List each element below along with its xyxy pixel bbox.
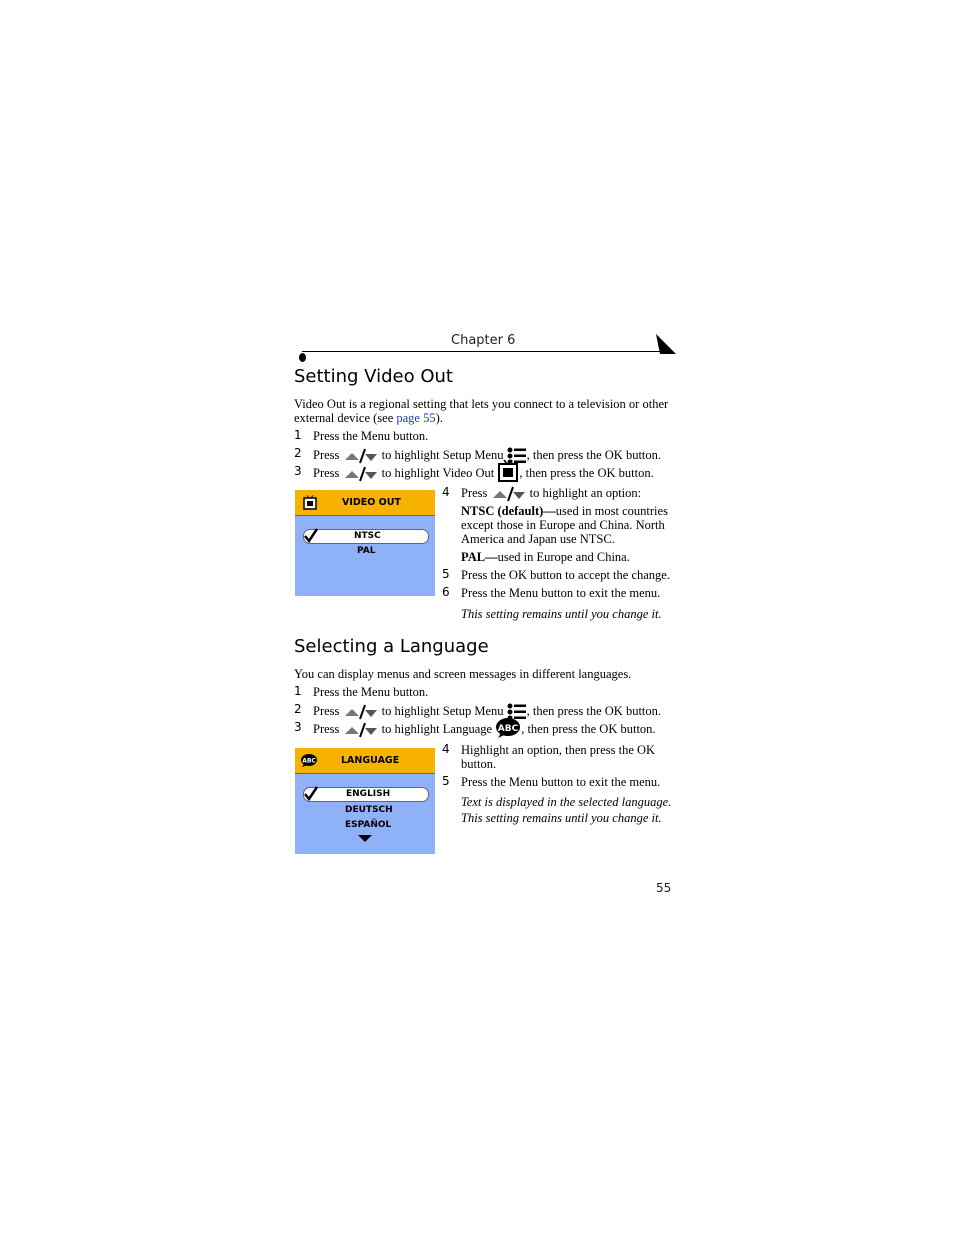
section-title-video-out: Setting Video Out bbox=[294, 366, 453, 387]
step-number: 5 bbox=[442, 567, 450, 581]
video-out-intro-line2: external device (see page 55). bbox=[294, 411, 443, 425]
check-icon bbox=[304, 528, 318, 543]
section-title-language: Selecting a Language bbox=[294, 636, 489, 657]
header-rule-dot bbox=[299, 353, 306, 362]
step-text: Press the Menu button. bbox=[313, 685, 429, 699]
option-pal[interactable]: PAL bbox=[357, 546, 376, 556]
step-number: 2 bbox=[294, 702, 302, 716]
step-number: 4 bbox=[442, 485, 450, 499]
step-number: 5 bbox=[442, 774, 450, 788]
step-text: Press the Menu button to exit the menu. bbox=[461, 586, 661, 600]
language-screen bbox=[295, 748, 435, 854]
up-down-arrows-icon bbox=[343, 722, 379, 738]
up-down-arrows-icon bbox=[491, 486, 527, 502]
step-number: 6 bbox=[442, 585, 450, 599]
step-number: 1 bbox=[294, 684, 302, 698]
video-out-note: This setting remains until you change it. bbox=[461, 607, 662, 621]
step-text: Press the Menu button to exit the menu. bbox=[461, 775, 661, 789]
scroll-down-arrow-icon[interactable] bbox=[358, 835, 372, 843]
step-number: 3 bbox=[294, 720, 302, 734]
step-text: Press the Menu button. bbox=[313, 429, 429, 443]
pal-description: PAL—used in Europe and China. bbox=[461, 550, 630, 564]
video-out-screen bbox=[295, 490, 435, 596]
step-text-continued: button. bbox=[461, 757, 497, 771]
video-out-icon bbox=[497, 459, 519, 483]
up-down-arrows-icon bbox=[343, 448, 379, 464]
language-note-line1: Text is displayed in the selected language. bbox=[461, 795, 672, 809]
step-text: Press to highlight Language ABC , then press the OK button. bbox=[313, 721, 656, 739]
step-text: Press to highlight an option: bbox=[461, 486, 641, 502]
header-rule bbox=[302, 351, 664, 352]
up-down-arrows-icon bbox=[343, 704, 379, 720]
check-icon bbox=[304, 786, 318, 801]
screen-title: VIDEO OUT bbox=[342, 497, 401, 508]
up-down-arrows-icon bbox=[343, 466, 379, 482]
screen-title: LANGUAGE bbox=[341, 755, 400, 766]
page-link[interactable]: page 55 bbox=[396, 411, 436, 425]
svg-text:ABC: ABC bbox=[497, 724, 519, 734]
option-espanol[interactable]: ESPAÑOL bbox=[345, 820, 392, 830]
step-number: 4 bbox=[442, 742, 450, 756]
option-english[interactable]: ENGLISH bbox=[346, 789, 391, 799]
language-intro: You can display menus and screen messages in different languages. bbox=[294, 667, 632, 681]
video-out-intro-line1: Video Out is a regional setting that lets you connect to a television or other bbox=[294, 397, 669, 411]
page-number: 55 bbox=[656, 881, 672, 895]
step-number: 1 bbox=[294, 428, 302, 442]
chapter-label: Chapter 6 bbox=[451, 333, 516, 348]
step-text: Press to highlight Video Out , then press the OK button. bbox=[313, 465, 654, 483]
language-note-line2: This setting remains until you change it. bbox=[461, 811, 662, 825]
ntsc-description-line3: America and Japan use NTSC. bbox=[461, 532, 615, 546]
step-text: Highlight an option, then press the OK bbox=[461, 743, 656, 757]
option-deutsch[interactable]: DEUTSCH bbox=[345, 805, 393, 815]
language-abc-icon bbox=[300, 753, 318, 768]
step-text: Press to highlight Setup Menu , then press the OK button. bbox=[313, 703, 661, 721]
step-number: 3 bbox=[294, 464, 302, 478]
language-abc-icon bbox=[495, 717, 521, 739]
step-text: Press to highlight Setup Menu , then press the OK button. bbox=[313, 447, 661, 465]
step-number: 2 bbox=[294, 446, 302, 460]
header-arrow-icon bbox=[656, 334, 678, 356]
video-out-icon bbox=[303, 495, 317, 510]
svg-text:ABC: ABC bbox=[302, 757, 316, 765]
option-ntsc[interactable]: NTSC bbox=[354, 531, 381, 541]
ntsc-description-line2: except those in Europe and China. North bbox=[461, 518, 665, 532]
ntsc-description-line1: NTSC (default)—used in most countries bbox=[461, 504, 668, 518]
step-text: Press the OK button to accept the change. bbox=[461, 568, 670, 582]
